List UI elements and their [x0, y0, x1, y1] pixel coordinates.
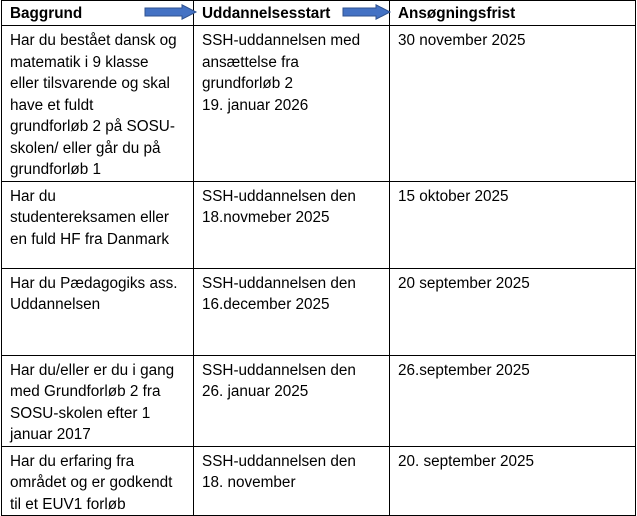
cell-start: SSH-uddannelsen med ansættelse fra grundforløb 2 19. januar 2026 [194, 26, 390, 182]
header-baggrund: Baggrund [2, 1, 194, 26]
cell-frist: 20 september 2025 [390, 268, 636, 355]
header-row [2, 1, 636, 26]
cell-start: SSH-uddannelsen den 18.novmeber 2025 [194, 181, 390, 268]
cell-frist: 20. september 2025 [390, 446, 636, 516]
right-arrow-icon [144, 4, 198, 20]
cell-frist: 15 oktober 2025 [390, 181, 636, 268]
cell-frist: 30 november 2025 [390, 26, 636, 182]
cell-baggrund: Har du Pædagogiks ass. Uddannelsen [2, 268, 194, 355]
table-row [2, 355, 636, 446]
table-row [2, 446, 636, 516]
cell-start: SSH-uddannelsen den 18. november [194, 446, 390, 516]
cell-baggrund: Har du/eller er du i gang med Grundforløb 2 fra SOSU-skolen efter 1 januar 2017 [2, 355, 194, 446]
cell-start: SSH-uddannelsen den 26. januar 2025 [194, 355, 390, 446]
table-row [2, 268, 636, 355]
header-uddannelsesstart: Uddannelsesstart [194, 1, 390, 26]
document-page [1, 0, 635, 513]
cell-frist: 26.september 2025 [390, 355, 636, 446]
table-row [2, 181, 636, 268]
table-row [2, 26, 636, 182]
right-arrow-icon [342, 4, 392, 20]
cell-start: SSH-uddannelsen den 16.december 2025 [194, 268, 390, 355]
cell-baggrund: Har du bestået dansk og matematik i 9 klasse eller tilsvarende og skal have et fuldt grundforløb 2 på SOSU- skolen/ eller går du på grundforløb 1 [2, 26, 194, 182]
education-table [1, 0, 636, 516]
cell-baggrund: Har du studentereksamen eller en fuld HF fra Danmark [2, 181, 194, 268]
header-ansogningsfrist: Ansøgningsfrist [390, 1, 636, 26]
cell-baggrund: Har du erfaring fra området og er godkendt til et EUV1 forløb [2, 446, 194, 516]
